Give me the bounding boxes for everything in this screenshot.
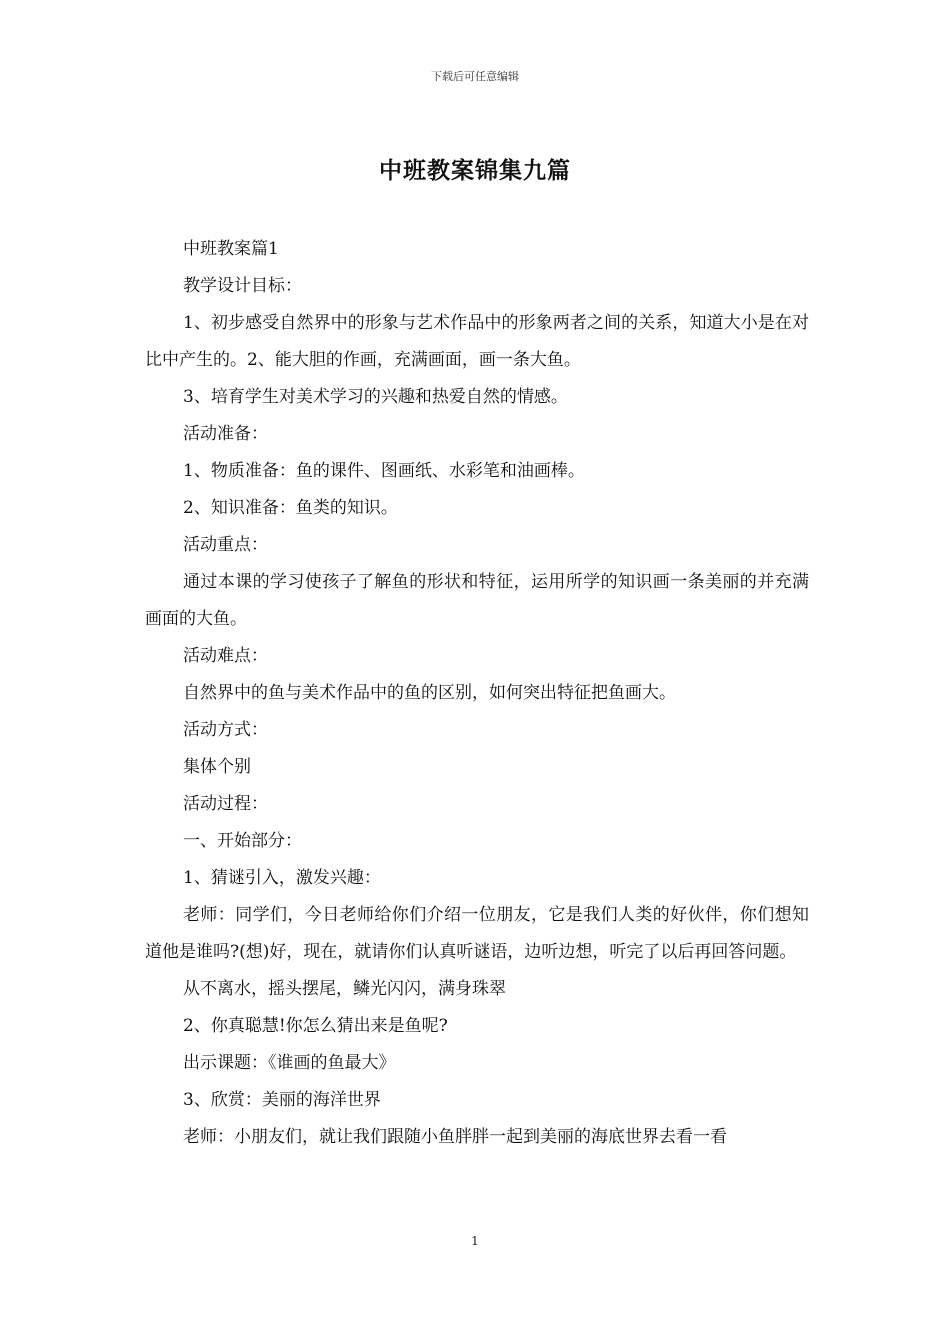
paragraph: 通过本课的学习使孩子了解鱼的形状和特征，运用所学的知识画一条美丽的并充满画面的大鱼。 [145,572,809,629]
paragraph: 活动重点： [183,535,268,555]
paragraph: 出示课题：《谁画的鱼最大》 [183,1053,396,1073]
paragraph: 自然界中的鱼与美术作品中的鱼的区别，如何突出特征把鱼画大。 [183,683,676,703]
paragraph: 从不离水，摇头摆尾，鳞光闪闪，满身珠翠 [183,979,506,999]
document-body [145,231,809,1156]
paragraph: 3、培育学生对美术学习的兴趣和热爱自然的情感。 [183,387,568,407]
paragraph: 老师：小朋友们，就让我们跟随小鱼胖胖一起到美丽的海底世界去看一看 [183,1127,727,1147]
page-number: 1 [471,1234,479,1248]
paragraph: 教学设计目标： [183,276,302,296]
paragraph: 老师：同学们，今日老师给你们介绍一位朋友，它是我们人类的好伙伴，你们想知道他是谁吗?(想)好，现在，就请你们认真听谜语，边听边想，听完了以后再回答问题。 [145,905,809,962]
paragraph: 1、猜谜引入，激发兴趣： [183,868,381,888]
paragraph: 活动准备： [183,424,268,444]
paragraph: 中班教案篇1 [183,239,279,259]
paragraph: 2、你真聪慧!你怎么猜出来是鱼呢? [183,1016,448,1036]
paragraph: 活动过程： [183,794,268,814]
paragraph: 2、知识准备：鱼类的知识。 [183,498,398,518]
paragraph: 一、开始部分： [183,831,302,851]
paragraph: 1、物质准备：鱼的课件、图画纸、水彩笔和油画棒。 [183,461,585,481]
paragraph: 活动方式： [183,720,268,740]
paragraph: 活动难点： [183,646,268,666]
header-note: 下载后可任意编辑 [431,70,519,83]
paragraph: 1、初步感受自然界中的形象与艺术作品中的形象两者之间的关系，知道大小是在对比中产生的。2、能大胆的作画，充满画面，画一条大鱼。 [145,313,809,370]
paragraph: 3、欣赏：美丽的海洋世界 [183,1090,381,1110]
document-title: 中班教案锦集九篇 [379,157,571,184]
paragraph: 集体个别 [183,757,251,777]
